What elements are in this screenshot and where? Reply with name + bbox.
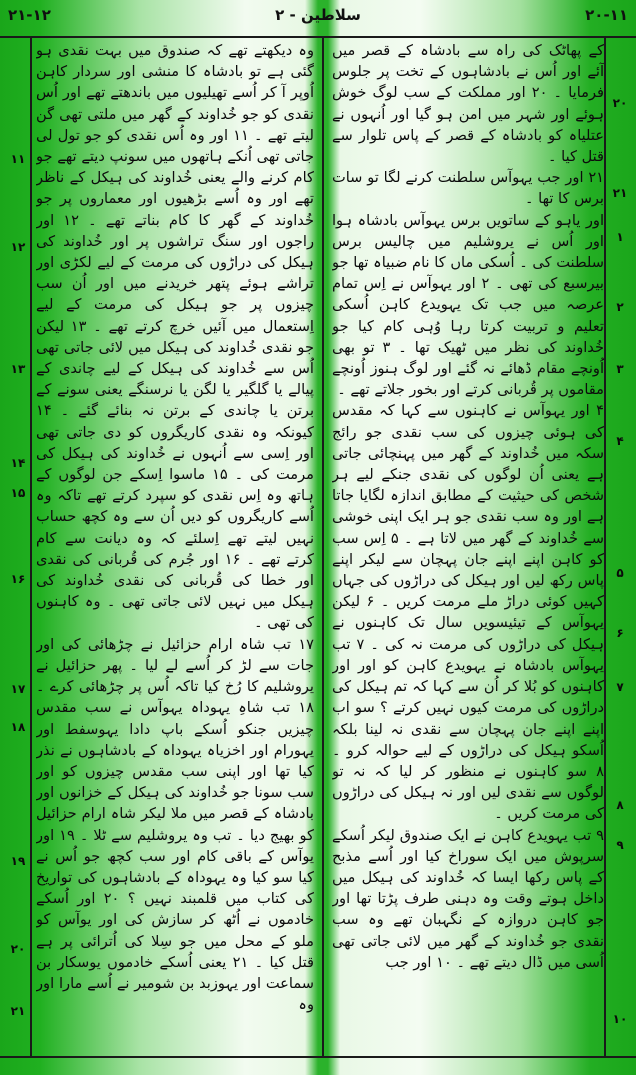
verse-number: ۱۸: [10, 720, 26, 734]
verse-number: ۱۳: [10, 362, 26, 376]
paragraph: کے پھاٹک کی راہ سے بادشاہ کے قصر میں آئے اور اُس نے بادشاہوں کے تخت پر جلوس فرمایا ۔ ۲۰ اور مملکت کے سب لوگ خوش ہوئے اور شہر میں امن ہو گیا اور اُنہوں نے عتلیاہ کو بادشاہ کے قصر کے پاس تلوار سے قتل کیا ۔: [332, 42, 604, 166]
verse-number: ۱۲: [10, 240, 26, 254]
header-rule: [0, 36, 636, 38]
left-margin-rule: [30, 37, 32, 1056]
paragraph: ۲۱ اور جب یہوآس سلطنت کرنے لگا تو سات برس کا تھا ۔: [332, 169, 604, 208]
right-text-column: [332, 40, 604, 1052]
verse-number: ۳: [616, 362, 624, 376]
verse-number: ۵: [616, 566, 624, 580]
paragraph: وہ دیکھتے تھے کہ صندوق میں بہت نقدی ہو گئی ہے تو بادشاہ کا منشی اور سردار کاہن اُوپر آ کر اُسے تھیلیوں میں باندھتے تھے اور اُس نقدی کو جو خُداوند کے گھر میں ملتی تھی گن لیتے تھے ۔ ۱۱ اور وہ اُس نقدی کو جو تول لی جاتی تھی اُنکے ہاتھوں میں سونپ دیتے تھے جو کام کرنے والے یعنی خُداوند کی ہیکل کے ناظر تھے اور وہ اُسے بڑھیوں اور معماروں پر جو خُداوند کے گھر کا کام بناتے تھے ۔ ۱۲ اور راجوں اور سنگ تراشوں پر اور خُداوند کی ہیکل کی دراڑوں کی مرمت کے لیے لکڑی اور تراشے ہوئے پتھر خریدنے میں اور اُن سب چیزوں پر جو ہیکل کی مرمت کے لیے اِستعمال میں آئیں خرچ کرتے تھے ۔ ۱۳ لیکن جو نقدی خُداوند کی ہیکل میں لائی جاتی تھی اُس سے خُداوند کی ہیکل کے لیے چاندی کے پیالے یا گلگیر یا لگن یا نرسنگے یعنی سونے کے برتن یا چاندی کے برتن نہ بنائے گئے ۔ ۱۴ کیونکہ وہ نقدی کاریگروں کو دی جاتی تھی اور اِسی سے اُنہوں نے خُداوند کی ہیکل کی مرمت کی ۔ ۱۵ ماسوا اِسکے جن لوگوں کے ہاتھ وہ اِس نقدی کو سپرد کرتے تھے تاکہ وہ اُسے کاریگروں کو دیں اُن سے وہ کچھ حساب نہیں لیتے تھے اِسلئے کہ وہ دیانت سے کام کرتے تھے ۔ ۱۶ اور جُرم کی قُربانی کی نقدی اور خطا کی قُربانی کی نقدی خُداوند کی ہیکل میں نہیں لائی جاتی تھی ۔ وہ کاہنوں کی تھی ۔: [36, 42, 314, 632]
verse-number: ۱۷: [10, 682, 26, 696]
verse-number: ۸: [616, 798, 624, 812]
verse-number: ۱۱: [10, 152, 26, 166]
verse-number: ۲۱: [612, 186, 628, 200]
paragraph: ۱۷ تب شاہ ارام حزائیل نے چڑھائی کی اور جات سے لڑ کر اُسے لے لیا ۔ پھر حزائیل نے یروشلیم کا رُخ کیا تاکہ اُس پر چڑھائی کرے ۔ ۱۸ تب شاہِ یہوداہ یہوآس نے سب مقدس چیزیں جنکو اُسکے باپ دادا یہوسفط اور یہورام اور اخزیاہ یہوداہ کے بادشاہوں نے نذر کیا تھا اور اپنی سب مقدس چیزوں کو اور سب سونا جو خُداوند کی ہیکل کے خزانوں اور بادشاہ کے قصر میں ملا لیکر شاہ ارام حزائیل کو بھیج دیا ۔ تب وہ یروشلیم سے ٹلا ۔ ۱۹ اور یوآس کے باقی کام اور سب کچھ جو اُس نے کیا سو کیا وہ یہوداہ کے بادشاہوں کی تواریخ کی کتاب میں قلمبند نہیں ؟ ۲۰ اور اُسکے خادموں نے اُٹھ کر سازش کی اور یوآس کو ملو کے محل میں جو سِلا کی اُترائی پر ہے قتل کیا ۔ ۲۱ یعنی اُسکے خادموں یوسکار بن سماعت اور یہوزبد بن شومیر نے اُسے مارا اور وہ: [36, 635, 314, 1014]
paragraph: ۴ اور یہوآس نے کاہنوں سے کہا کہ مقدس کی ہوئی چیزوں کی سب نقدی جو رائج سکہ میں خُداوند کے گھر میں پہنچائی جاتی ہے یعنی اُن لوگوں کی نقدی جنکے لیے ہر شخص کی حیثیت کے مطابق اندازہ لگایا جاتا ہے اور وہ سب نقدی جو ہر ایک اپنی خوشی سے خُداوند کے گھر میں لاتا ہے ۔ ۵ اِس سب کو کاہن اپنے اپنے جان پہچان سے لیکر اپنے پاس رکھ لیں اور ہیکل کی دراڑوں کی جہاں کہیں کوئی دراڑ ملے مرمت کریں ۔ ۶ لیکن یہوآس کے تیئیسویں سال تک کاہنوں نے ہیکل کی دراڑوں کی مرمت نہ کی ۔ ۷ تب یہوآس بادشاہ نے یہویدع کاہن کو اور اور کاہنوں کو بُلا کر اُن سے کہا کہ تم ہیکل کی دراڑوں کی مرمت کیوں نہیں کرتے ؟ سو اب اپنے اپنے جان پہچان سے نقدی نہ لینا بلکہ اُسکو ہیکل کی دراڑوں کے لیے حوالہ کرو ۔ ۸ سو کاہنوں نے منظور کر لیا کہ نہ تو لوگوں سے نقدی لیں اور نہ ہیکل کی دراڑوں کی مرمت کریں ۔: [332, 402, 604, 823]
verse-number: ۹: [616, 838, 624, 852]
verse-number: ۱: [616, 230, 624, 244]
verse-number: ۱۵: [10, 486, 26, 500]
verse-number: ۱۴: [10, 456, 26, 470]
verse-number: ۲: [616, 300, 624, 314]
verse-number: ۴: [616, 434, 624, 448]
verse-number: ۶: [616, 626, 624, 640]
column-divider-rule: [322, 37, 324, 1056]
verse-number: ۷: [616, 680, 624, 694]
footer-rule: [0, 1056, 636, 1058]
paragraph: اور یاہو کے ساتویں برس یہوآس بادشاہ ہوا اور اُس نے یروشلیم میں چالیس برس سلطنت کی ۔ اُسکی ماں کا نام ضبیاہ تھا جو بیرسبع کی تھی ۔ ۲ اور یہوآس نے اِس تمام عرصہ میں جب تک یہویدع کاہن اُسکی تعلیم و تربیت کرتا رہا وُہی کام کیا جو خُداوند کی نظر میں ٹھیک تھا ۔ ۳ تو بھی اُونچے مقام ڈھائے نہ گئے اور لوگ ہنوز اُونچے مقاموں پر قُربانی کرتے اور بخور جلاتے تھے ۔: [332, 211, 604, 399]
verse-number: ۲۰: [10, 942, 26, 956]
chapter-range-left: ۲۱-۱۲: [8, 6, 51, 24]
verse-number: ۱۶: [10, 572, 26, 586]
paragraph: ۹ تب یہویدع کاہن نے ایک صندوق لیکر اُسکے سرپوش میں ایک سوراخ کیا اور اُسے مذبح کے پاس رکھا ایسا کہ خُداوند کی ہیکل میں داخل ہوتے وقت وہ دہنی طرف پڑتا تھا اور جو کاہن دروازہ کے نگہبان تھے وہ سب نقدی جو خُداوند کے گھر میں لائی جاتی تھی اُسی میں ڈال دیتے تھے ۔ ۱۰ اور جب: [332, 826, 604, 971]
verse-number: ۱۹: [10, 854, 26, 868]
verse-number: ۲۰: [612, 96, 628, 110]
left-text-column: [36, 40, 314, 1052]
chapter-range-right: ۲۰-۱۱: [585, 6, 628, 24]
verse-number: ۱۰: [612, 1012, 628, 1026]
book-title: ۲ - سلاطین: [275, 6, 361, 24]
verse-number: ۲۱: [10, 1004, 26, 1018]
